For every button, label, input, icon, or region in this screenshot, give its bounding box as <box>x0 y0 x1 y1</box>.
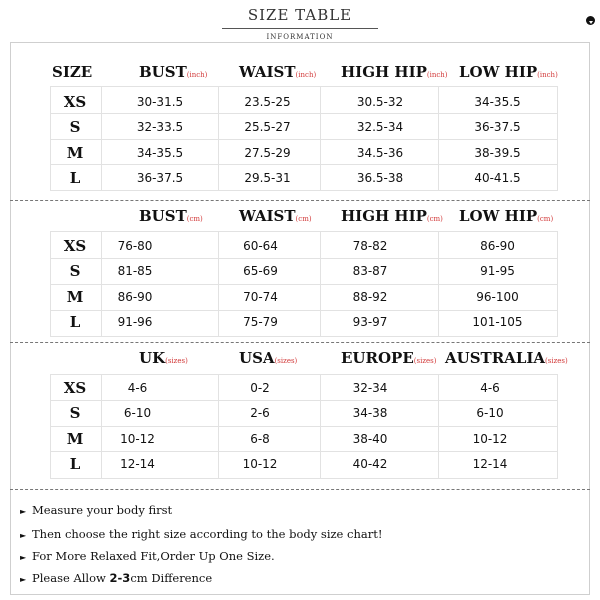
table-cell: 38-40 <box>352 432 388 446</box>
column-header: USA(sizes) <box>239 349 298 367</box>
table-cell: 96-100 <box>476 290 519 304</box>
size-label: S <box>69 404 81 422</box>
page-subtitle: INFORMATION <box>266 33 334 41</box>
table-cell: 32-33.5 <box>136 120 184 134</box>
table-cell: 40-41.5 <box>474 171 521 185</box>
table-cell: 10-12 <box>472 432 508 446</box>
note-item: ► Measure your body first <box>20 503 173 517</box>
table-cell: 25.5-27 <box>244 120 291 134</box>
bullet-arrow-icon: ► <box>20 507 27 516</box>
table-cell: 23.5-25 <box>244 95 291 109</box>
column-divider <box>438 86 439 191</box>
table-cell: 36-37.5 <box>136 171 184 185</box>
column-header: AUSTRALIA(sizes) <box>445 349 568 367</box>
column-header: UK(sizes) <box>139 349 188 367</box>
table-cell: 81-85 <box>117 264 153 278</box>
size-label: M <box>66 288 84 306</box>
row-divider <box>50 258 558 259</box>
table-cell: 29.5-31 <box>244 171 291 185</box>
table-cell: 88-92 <box>352 290 388 304</box>
column-header: WAIST(inch) <box>239 63 317 81</box>
column-divider <box>218 231 219 337</box>
table-cell: 91-95 <box>480 264 515 278</box>
bullet-arrow-icon: ► <box>20 531 27 540</box>
table-cell: 10-12 <box>242 457 278 471</box>
table-cell: 2-6 <box>250 406 270 420</box>
note-item: ► Please Allow 2-3cm Difference <box>20 571 213 585</box>
bullet-arrow-icon: ► <box>20 575 27 584</box>
size-label: L <box>69 169 81 187</box>
row-divider <box>50 113 558 114</box>
table-cell: 86-90 <box>117 290 153 304</box>
table-cell: 86-90 <box>480 239 515 253</box>
bullet-arrow-icon: ► <box>20 553 27 562</box>
row-divider <box>50 426 558 427</box>
column-header: BUST(inch) <box>139 63 208 81</box>
note-item: ► Then choose the right size according to the body size chart! <box>20 527 383 541</box>
table-cell: 60-64 <box>243 239 278 253</box>
table-cell: 30.5-32 <box>356 95 404 109</box>
table-cell: 78-82 <box>352 239 388 253</box>
table-cell: 4-6 <box>127 381 148 395</box>
table-cell: 101-105 <box>472 315 523 329</box>
section-divider <box>10 489 590 490</box>
page-title: SIZE TABLE <box>247 6 353 24</box>
size-label: S <box>69 262 81 280</box>
table-cell: 70-74 <box>243 290 278 304</box>
table-cell: 12-14 <box>120 457 155 471</box>
row-divider <box>50 139 558 140</box>
table-cell: 34-35.5 <box>136 146 184 160</box>
column-header: HIGH HIP(inch) <box>341 63 448 81</box>
table-cell: 38-39.5 <box>474 146 521 160</box>
table-cell: 32.5-34 <box>356 120 404 134</box>
column-divider <box>320 374 321 479</box>
table-cell: 30-31.5 <box>136 95 184 109</box>
column-divider <box>438 231 439 337</box>
column-divider <box>101 86 102 191</box>
column-divider <box>218 374 219 479</box>
column-divider <box>438 374 439 479</box>
table-cell: 40-42 <box>352 457 388 471</box>
table-cell: 36.5-38 <box>356 171 404 185</box>
table-cell: 32-34 <box>352 381 388 395</box>
row-divider <box>50 310 558 311</box>
section-divider <box>10 200 590 201</box>
row-divider <box>50 451 558 452</box>
size-label: L <box>69 455 81 473</box>
row-divider <box>50 284 558 285</box>
column-divider <box>320 231 321 337</box>
table-cell: 0-2 <box>250 381 270 395</box>
table-cell: 6-8 <box>250 432 270 446</box>
size-header: SIZE <box>52 63 93 81</box>
size-label: M <box>66 430 84 448</box>
table-cell: 83-87 <box>352 264 388 278</box>
size-label: S <box>69 118 81 136</box>
table-cell: 36-37.5 <box>474 120 521 134</box>
table-cell: 4-6 <box>480 381 500 395</box>
column-header: LOW HIP(inch) <box>459 63 558 81</box>
corner-icon <box>586 16 595 25</box>
table-cell: 6-10 <box>476 406 504 420</box>
table-cell: 91-96 <box>117 315 153 329</box>
table-cell: 6-10 <box>123 406 152 420</box>
column-divider <box>101 231 102 337</box>
section-divider <box>10 342 590 343</box>
size-label: XS <box>63 237 87 255</box>
row-divider <box>50 400 558 401</box>
size-label: XS <box>63 93 87 111</box>
table-cell: 34-35.5 <box>474 95 521 109</box>
table-cell: 27.5-29 <box>244 146 291 160</box>
column-header: EUROPE(sizes) <box>341 349 437 367</box>
table-cell: 10-12 <box>120 432 155 446</box>
column-divider <box>101 374 102 479</box>
column-header: BUST(cm) <box>139 207 203 225</box>
column-header: HIGH HIP(cm) <box>341 207 443 225</box>
size-label: M <box>66 144 84 162</box>
table-cell: 75-79 <box>243 315 278 329</box>
table-cell: 76-80 <box>117 239 153 253</box>
note-item: ► For More Relaxed Fit,Order Up One Size. <box>20 549 275 563</box>
table-cell: 34.5-36 <box>356 146 404 160</box>
size-label: XS <box>63 379 87 397</box>
table-cell: 12-14 <box>472 457 508 471</box>
size-label: L <box>69 313 81 331</box>
row-divider <box>50 164 558 165</box>
column-divider <box>320 86 321 191</box>
table-cell: 34-38 <box>352 406 388 420</box>
column-header: WAIST(cm) <box>239 207 312 225</box>
title-underline <box>222 28 378 29</box>
table-cell: 65-69 <box>243 264 278 278</box>
column-header: LOW HIP(cm) <box>459 207 554 225</box>
table-cell: 93-97 <box>352 315 388 329</box>
column-divider <box>218 86 219 191</box>
